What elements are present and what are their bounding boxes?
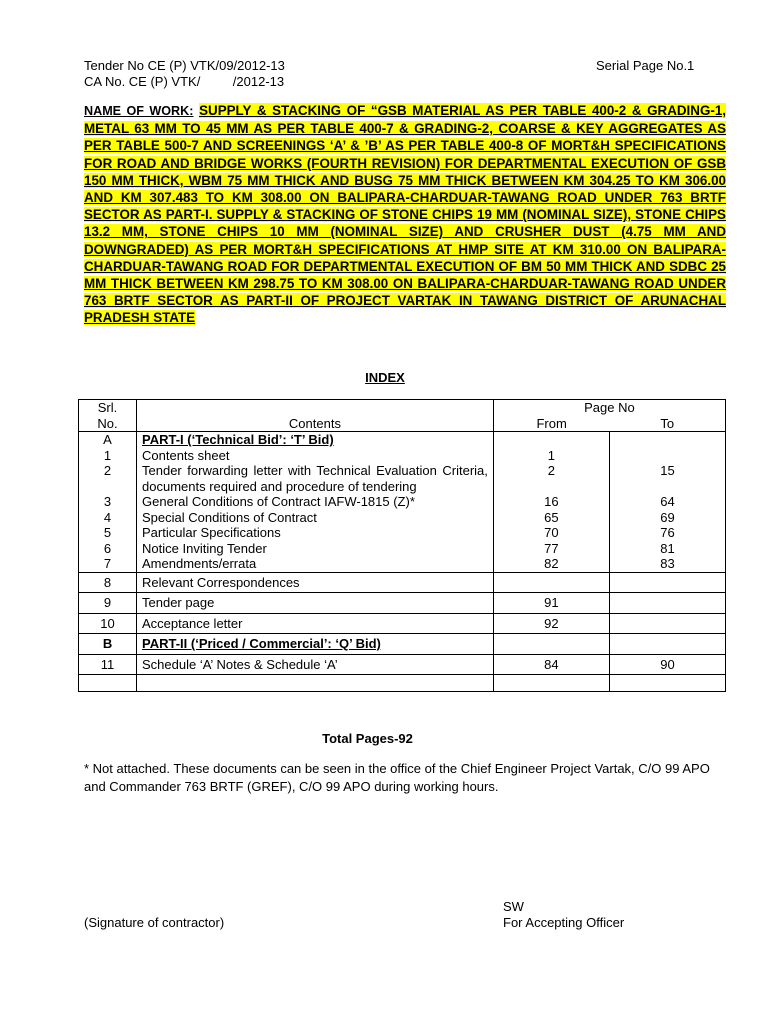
row-srl: 5 [79, 525, 137, 541]
table-row [79, 593, 726, 614]
row-page-to: 69 [609, 510, 725, 526]
row-page-to: 76 [609, 525, 725, 541]
row-page-from [493, 572, 609, 593]
row-srl: 9 [79, 593, 137, 614]
table-row [79, 541, 726, 557]
header-contents-cell [137, 400, 494, 432]
empty-row [79, 675, 726, 692]
row-page-from: 65 [493, 510, 609, 526]
part-b-srl: B [79, 634, 137, 655]
part-b-label: PART-II (‘Priced / Commercial’: ‘Q’ Bid) [137, 634, 494, 655]
row-srl: 11 [79, 654, 137, 675]
header-to: To [660, 415, 675, 431]
part-a-srl: A [79, 432, 137, 448]
accepting-officer: For Accepting Officer [503, 915, 625, 930]
ca-number: CA No. CE (P) VTK/ /2012-13 [84, 74, 285, 89]
total-pages: Total Pages-92 [322, 731, 413, 746]
row-page-to [609, 572, 725, 593]
table-row [79, 654, 726, 675]
header-srl-line2: No. [97, 415, 118, 431]
row-page-from: 82 [493, 556, 609, 572]
table-row [79, 613, 726, 634]
table-row [79, 463, 726, 494]
row-page-to: 83 [609, 556, 725, 572]
table-row [79, 556, 726, 572]
row-page-from: 16 [493, 494, 609, 510]
row-page-from: 84 [493, 654, 609, 675]
row-content: Contents sheet [137, 448, 494, 464]
footnote: * Not attached. These documents can be seen in the office of the Chief Engineer Project Vartak, C/O 99 APO and Commander 763 BRTF (GREF), C/O 99 APO during working hours. [84, 761, 710, 794]
row-srl: 4 [79, 510, 137, 526]
name-of-work-text: SUPPLY & STACKING OF “GSB MATERIAL AS PER TABLE 400-2 & GRADING-1, METAL 63 MM TO 45 MM AS PER TABLE 400-7 & GRADING-2, COARSE & KEY AGGREGATES AS PER TABLE 500-7 AND SCREENINGS ‘A’ & ’B’ AS PER TABLE 400-8 OF MORT&H SPECIFICATIONS FOR ROAD AND BRIDGE WORKS (FOURTH REVISION) FOR DEPARTMENTAL EXECUTION OF GSB 150 MM THICK, WBM 75 MM THICK AND BUSG 75 MM THICK BETWEEN KM 304.25 TO KM 306.00 AND KM 307.483 TO KM 308.00 ON BALIPARA-CHARDUAR-TAWANG ROAD UNDER 763 BRTF SECTOR AS PART-I. SUPPLY & STACKING OF STONE CHIPS 19 MM (NOMINAL SIZE), STONE CHIPS 13.2 MM, STONE CHIPS 10 MM (NOMINAL SIZE) AND CRUSHER DUST (4.75 MM AND DOWNGRADED) AS PER MORT&H SPECIFICATIONS AT HMP SITE AT KM 310.00 ON BALIPARA-CHARDUAR-TAWANG ROAD FOR DEPARTMENTAL EXECUTION OF BM 50 MM THICK AND SDBC 25 MM THICK BETWEEN KM 298.75 TO KM 308.00 ON BALIPARA-CHARDUAR-TAWANG ROAD UNDER 763 BRTF SECTOR AS PART-II OF PROJECT VARTAK IN TAWANG DISTRICT OF ARUNACHAL PRADESH STATE [84, 103, 726, 326]
row-srl: 1 [79, 448, 137, 464]
row-content: Tender forwarding letter with Technical Evaluation Criteria, documents required and procedure of tendering [137, 463, 494, 494]
row-content: Schedule ‘A’ Notes & Schedule ‘A’ [137, 654, 494, 675]
part-a-label: PART-I (‘Technical Bid’: ‘T’ Bid) [137, 432, 494, 448]
table-row [79, 448, 726, 464]
table-row [79, 494, 726, 510]
serial-page-number: Serial Page No.1 [596, 58, 695, 73]
row-page-to [609, 448, 725, 464]
header-page-no: Page No [584, 400, 635, 415]
row-page-from: 91 [493, 593, 609, 614]
row-srl: 8 [79, 572, 137, 593]
header-srl-line1: Srl. [97, 400, 118, 415]
index-title: INDEX [365, 370, 405, 385]
row-page-from: 2 [493, 463, 609, 494]
row-content: Special Conditions of Contract [137, 510, 494, 526]
part-a-row [79, 432, 726, 448]
sw-label: SW [503, 899, 524, 914]
row-page-to: 15 [609, 463, 725, 494]
row-page-from: 70 [493, 525, 609, 541]
row-page-from: 92 [493, 613, 609, 634]
row-srl: 6 [79, 541, 137, 557]
row-srl: 10 [79, 613, 137, 634]
header-from: From [536, 415, 567, 431]
part-b-row [79, 634, 726, 655]
table-row [79, 525, 726, 541]
name-of-work [84, 102, 726, 327]
header-page-no-cell [493, 400, 725, 432]
table-header-row [79, 400, 726, 432]
row-content: Particular Specifications [137, 525, 494, 541]
row-page-to [609, 593, 725, 614]
row-page-to: 90 [609, 654, 725, 675]
row-content: Amendments/errata [137, 556, 494, 572]
row-srl: 3 [79, 494, 137, 510]
row-content: Tender page [137, 593, 494, 614]
row-page-to: 81 [609, 541, 725, 557]
row-page-from: 1 [493, 448, 609, 464]
name-of-work-label: NAME OF WORK: [84, 104, 194, 118]
tender-number: Tender No CE (P) VTK/09/2012-13 [84, 58, 285, 73]
header-srl [79, 400, 137, 432]
row-content: General Conditions of Contract IAFW-1815 (Z)* [137, 494, 494, 510]
table-row [79, 510, 726, 526]
row-page-from: 77 [493, 541, 609, 557]
table-row [79, 572, 726, 593]
row-content: Notice Inviting Tender [137, 541, 494, 557]
row-page-to [609, 613, 725, 634]
row-srl: 2 [79, 463, 137, 494]
row-content: Relevant Correspondences [137, 572, 494, 593]
row-srl: 7 [79, 556, 137, 572]
header-contents: Contents [288, 415, 341, 431]
index-table [78, 399, 726, 692]
row-page-to: 64 [609, 494, 725, 510]
contractor-signature: (Signature of contractor) [84, 915, 225, 930]
row-content: Acceptance letter [137, 613, 494, 634]
